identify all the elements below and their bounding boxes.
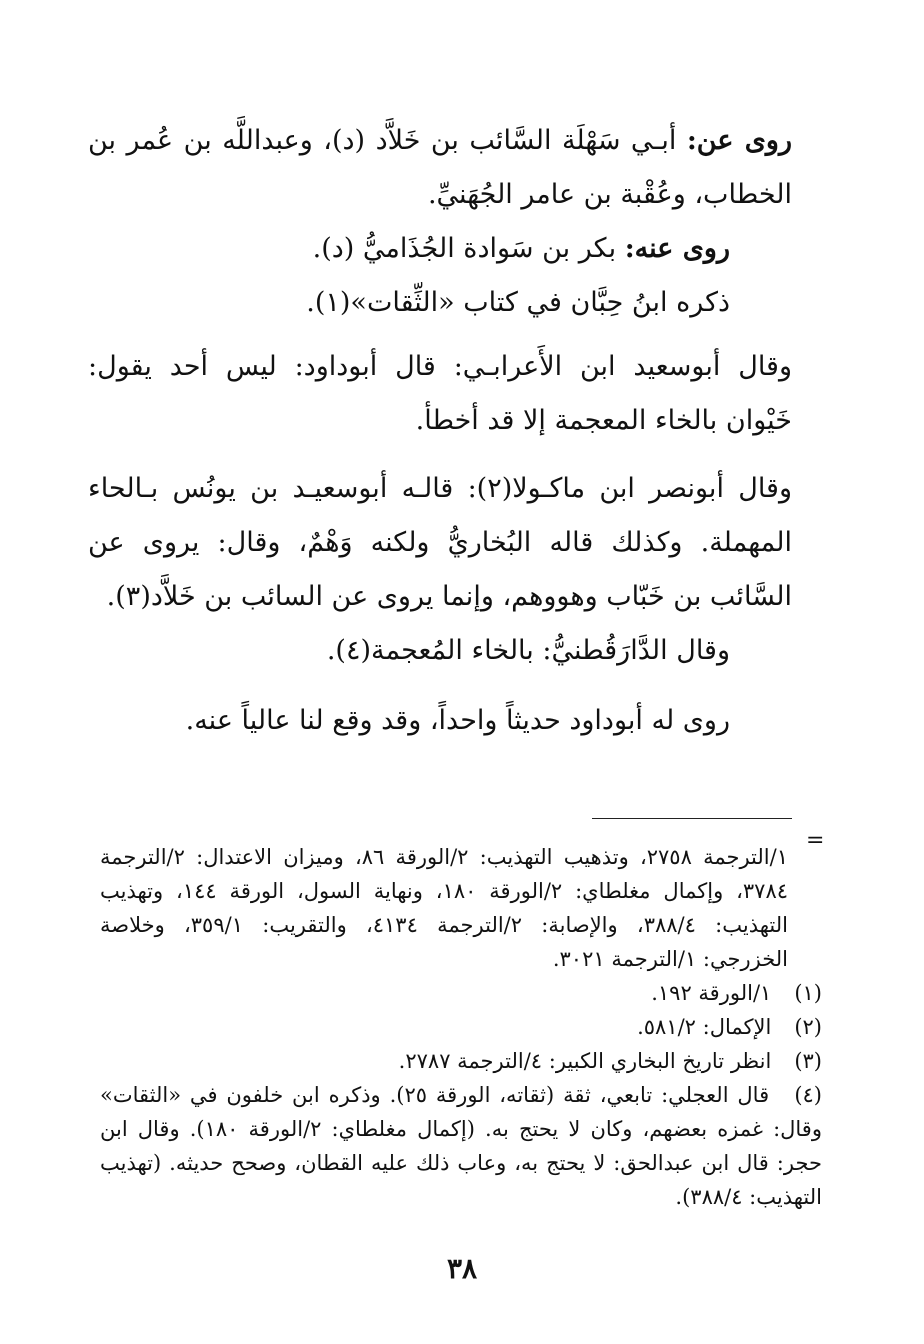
footnote-4-text: قال العجلي: تابعي، ثقة (ثقاته، الورقة ٢٥). وذكره ابن خلفون في «الثقات» وقال: غمزه بعضهم، وكان لا يحتج به. (إكمال مغلطاي: ٢/الورقة ١٨٠). وقال ابن حجر: قال ابن عبدالحق: لا يحتج به، وعاب ذلك عليه القطان، وصحح حديثه. (تهذيب التهذيب: ٣٨٨/٤). bbox=[100, 1083, 822, 1209]
footnote-2 bbox=[100, 1010, 822, 1044]
footnote-3-number: (٣) bbox=[794, 1049, 822, 1073]
footnote-separator bbox=[592, 818, 792, 819]
footnote-1-number: (١) bbox=[794, 981, 822, 1005]
footnote-2-text: الإكمال: ٥٨١/٢. bbox=[637, 1015, 772, 1039]
footnote-2-number: (٢) bbox=[794, 1015, 822, 1039]
footnote-1 bbox=[100, 976, 822, 1010]
paragraph-ibn-al-arabi: وقال أبوسعيد ابن الأَعرابـي: قال أبوداود: ليس أحد يقول: خَيْوان بالخاء المعجمة إلا قد أخطأ. bbox=[88, 351, 792, 436]
narrated-from-label: روى عن: bbox=[686, 125, 792, 156]
footnote-continued-text: ١/الترجمة ٢٧٥٨، وتذهيب التهذيب: ٢/الورقة ٨٦، وميزان الاعتدال: ٢/الترجمة ٣٧٨٤، وإكمال مغلطاي: ٢/الورقة ١٨٠، ونهاية السول، الورقة ١٤٤، وتهذيب التهذيب: ٣٨٨/٤، والإصابة: ٢/الترجمة ٤١٣٤، والتقريب: ٣٥٩/١، وخلاصة الخزرجي: ١/الترجمة ٣٠٢١. bbox=[100, 845, 789, 971]
narrated-by-text: بكر بن سَوادة الجُذَاميُّ (د). bbox=[312, 233, 617, 264]
paragraph-abu-dawud-hadith: روى له أبوداود حديثاً واحداً، وقد وقع لنا عالياً عنه. bbox=[185, 705, 730, 736]
footnote-4-number: (٤) bbox=[794, 1083, 822, 1107]
paragraph-daraqutni: وقال الدَّارَقُطنيُّ: بالخاء المُعجمة(٤). bbox=[326, 635, 730, 666]
paragraph-ibn-makula: وقال أبونصر ابن ماكـولا(٢): قالـه أبوسعيـد بن يونُس بـالحاء المهملة. وكذلك قاله البُخاريُّ ولكنه وَهْمٌ، وقال: يروى عن السَّائب بن خَبّاب وهووهم، وإنما يروى عن السائب بن خَلاَّد(٣). bbox=[88, 473, 792, 612]
paragraph-ibn-hibban: ذكره ابنُ حِبَّان في كتاب «الثِّقات»(١). bbox=[306, 287, 730, 318]
footnote-4 bbox=[100, 1078, 822, 1214]
narrated-from-text: أبـي سَهْلَة السَّائب بن خَلاَّد (د)، وعبداللَّه بن عُمر بن الخطاب، وعُقْبة بن عامر الجُهَنيِّ. bbox=[88, 125, 792, 210]
narrated-by-label: روى عنه: bbox=[624, 233, 730, 264]
footnote-1-text: ١/الورقة ١٩٢. bbox=[651, 981, 772, 1005]
footnote-3 bbox=[100, 1044, 822, 1078]
page-number: ٣٨ bbox=[446, 1252, 478, 1285]
footnote-continuation-mark: = bbox=[806, 828, 825, 853]
paragraph-narrated-from bbox=[88, 114, 792, 222]
paragraph-narrated-by bbox=[88, 222, 730, 276]
footnote-3-text: انظر تاريخ البخاري الكبير: ٤/الترجمة ٢٧٨٧. bbox=[398, 1049, 772, 1073]
